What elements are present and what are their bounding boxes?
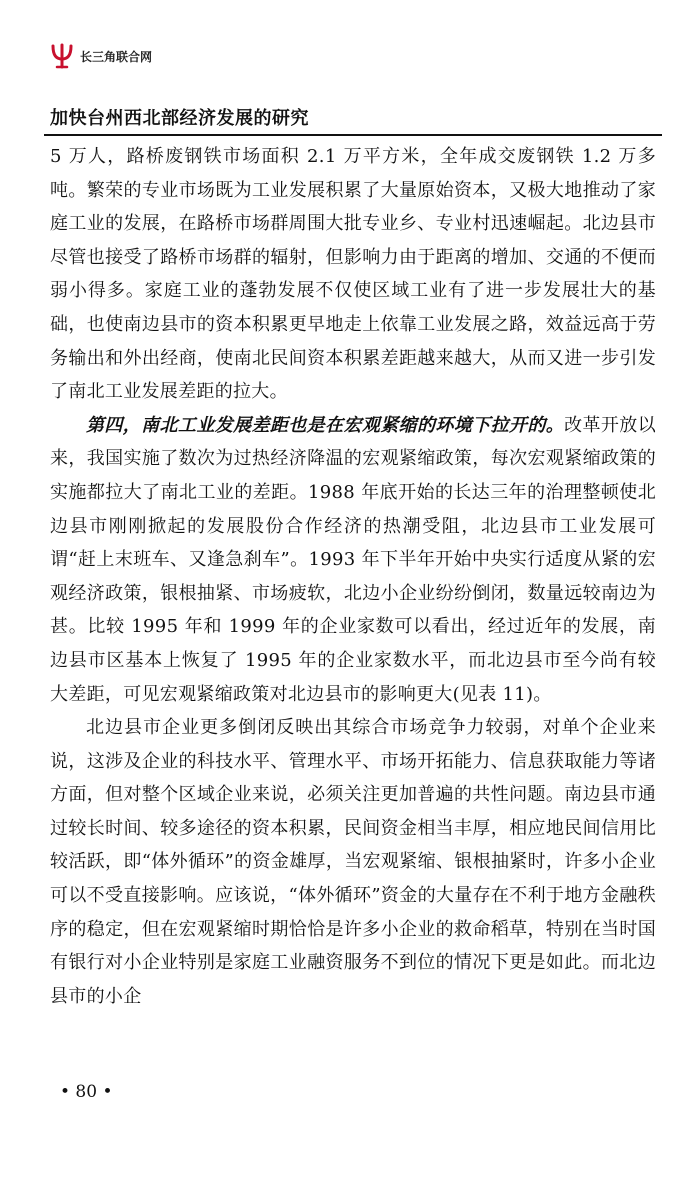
paragraph-2-text: 改革开放以来，我国实施了数次为过热经济降温的宏观紧缩政策，每次宏观紧缩政策的实施都拉大了南北工业的差距。1988 年底开始的长达三年的治理整顿使北边县市刚刚掀起的发展股份合作经济的热潮受阻，北边县市工业发展可谓“赶上末班车、又逢急刹车”。1993 年下半年开始中央实行适度从紧的宏观经济政策，银根抽紧、市场疲软，北边小企业纷纷倒闭，数量远较南边为甚。比较 1995 年和 1999 年的企业家数可以看出，经过近年的发展，南边县市区基本上恢复了 1995 年的企业家数水平，而北边县市至今尚有较大差距，可见宏观紧缩政策对北边县市的影响更大(见表 11)。 xyxy=(50,414,656,705)
page-number: • 80 • xyxy=(60,1082,113,1102)
paragraph-2-lead: 第四，南北工业发展差距也是在宏观紧缩的环境下拉开的。 xyxy=(86,414,565,436)
paragraph-2 xyxy=(50,409,656,711)
header-divider xyxy=(44,134,662,136)
stylized-psi-logo-icon xyxy=(50,43,74,69)
running-header-title: 加快台州西北部经济发展的研究 xyxy=(50,108,309,129)
paragraph-3: 北边县市企业更多倒闭反映出其综合市场竞争力较弱，对单个企业来说，这涉及企业的科技水平、管理水平、市场开拓能力、信息获取能力等诸方面，但对整个区域企业来说，必须关注更加普遍的共性问题。南边县市通过较长时间、较多途径的资本积累，民间资金相当丰厚，相应地民间信用比较活跃，即“体外循环”的资金雄厚，当宏观紧缩、银根抽紧时，许多小企业可以不受直接影响。应该说，“体外循环”资金的大量存在不利于地方金融秩序的稳定，但在宏观紧缩时期恰恰是许多小企业的救命稻草，特别在当时国有银行对小企业特别是家庭工业融资服务不到位的情况下更是如此。而北边县市的小企 xyxy=(50,717,656,1007)
paragraph-1: 5 万人，路桥废钢铁市场面积 2.1 万平方米，全年成交废钢铁 1.2 万多吨。繁荣的专业市场既为工业发展积累了大量原始资本，又极大地推动了家庭工业的发展，在路桥市场群周围大批专业乡、专业村迅速崛起。北边县市尽管也接受了路桥市场群的辐射，但影响力由于距离的增加、交通的不便而弱小得多。家庭工业的蓬勃发展不仅使区域工业有了进一步发展壮大的基础，也使南边县市的资本积累更早地走上依靠工业发展之路，效益远高于劳务输出和外出经商，使南北民间资本积累差距越来越大，从而又进一步引发了南北工业发展差距的拉大。 xyxy=(50,146,656,403)
site-logo xyxy=(50,42,152,70)
logo-text: 长三角联合网 xyxy=(80,49,153,64)
article-body xyxy=(50,140,656,1013)
